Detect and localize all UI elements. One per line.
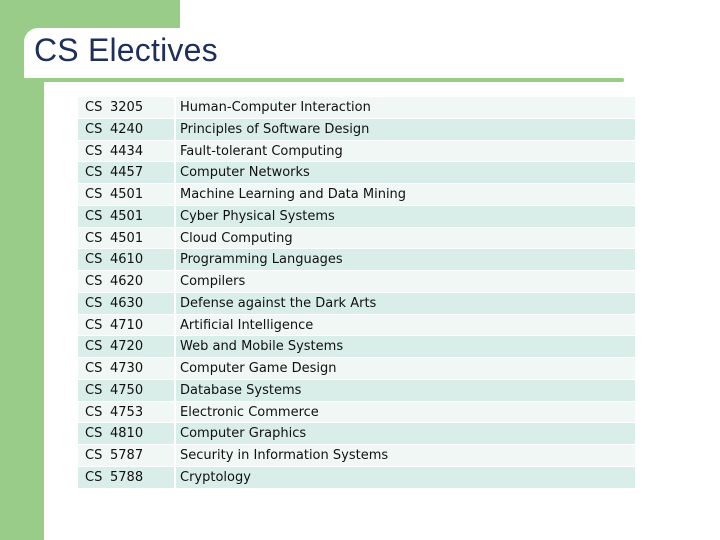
course-dept: CS — [78, 206, 106, 227]
course-number: 4610 — [106, 249, 174, 270]
table-row — [78, 336, 635, 358]
course-name: Computer Networks — [176, 162, 635, 183]
course-dept: CS — [78, 97, 106, 118]
table-row — [78, 228, 635, 250]
table-row — [78, 271, 635, 293]
course-name: Web and Mobile Systems — [176, 336, 635, 357]
course-name: Fault-tolerant Computing — [176, 141, 635, 162]
page-title: CS Electives — [34, 32, 218, 68]
table-row — [78, 293, 635, 315]
table-row — [78, 358, 635, 380]
course-name: Artificial Intelligence — [176, 315, 635, 336]
table-row — [78, 184, 635, 206]
course-number: 4810 — [106, 423, 174, 444]
title-underline — [24, 78, 624, 82]
course-number: 4501 — [106, 228, 174, 249]
course-number: 4434 — [106, 141, 174, 162]
course-name: Cyber Physical Systems — [176, 206, 635, 227]
course-number: 4240 — [106, 119, 174, 140]
course-name: Cryptology — [176, 467, 635, 488]
course-dept: CS — [78, 184, 106, 205]
course-number: 4730 — [106, 358, 174, 379]
table-row — [78, 467, 635, 489]
course-name: Programming Languages — [176, 249, 635, 270]
course-dept: CS — [78, 228, 106, 249]
table-row — [78, 380, 635, 402]
course-name: Human-Computer Interaction — [176, 97, 635, 118]
course-number: 4720 — [106, 336, 174, 357]
course-name: Database Systems — [176, 380, 635, 401]
table-row — [78, 119, 635, 141]
course-number: 5788 — [106, 467, 174, 488]
course-number: 4750 — [106, 380, 174, 401]
course-name: Defense against the Dark Arts — [176, 293, 635, 314]
course-name: Computer Game Design — [176, 358, 635, 379]
course-name: Security in Information Systems — [176, 445, 635, 466]
table-row — [78, 206, 635, 228]
course-dept: CS — [78, 445, 106, 466]
table-row — [78, 249, 635, 271]
course-dept: CS — [78, 358, 106, 379]
table-row — [78, 162, 635, 184]
course-name: Compilers — [176, 271, 635, 292]
course-dept: CS — [78, 162, 106, 183]
course-dept: CS — [78, 423, 106, 444]
course-number: 4501 — [106, 184, 174, 205]
course-number: 4630 — [106, 293, 174, 314]
course-number: 5787 — [106, 445, 174, 466]
course-number: 4501 — [106, 206, 174, 227]
course-number: 4620 — [106, 271, 174, 292]
course-number: 4753 — [106, 402, 174, 423]
table-row — [78, 97, 635, 119]
table-row — [78, 402, 635, 424]
course-dept: CS — [78, 119, 106, 140]
table-row — [78, 445, 635, 467]
course-dept: CS — [78, 380, 106, 401]
course-name: Computer Graphics — [176, 423, 635, 444]
course-dept: CS — [78, 467, 106, 488]
course-number: 4457 — [106, 162, 174, 183]
course-number: 4710 — [106, 315, 174, 336]
course-name: Cloud Computing — [176, 228, 635, 249]
course-name: Electronic Commerce — [176, 402, 635, 423]
course-dept: CS — [78, 293, 106, 314]
course-dept: CS — [78, 336, 106, 357]
table-row — [78, 141, 635, 163]
course-dept: CS — [78, 402, 106, 423]
course-dept: CS — [78, 271, 106, 292]
table-row — [78, 423, 635, 445]
course-number: 3205 — [106, 97, 174, 118]
course-name: Machine Learning and Data Mining — [176, 184, 635, 205]
course-dept: CS — [78, 141, 106, 162]
course-name: Principles of Software Design — [176, 119, 635, 140]
table-row — [78, 315, 635, 337]
course-dept: CS — [78, 249, 106, 270]
course-table — [78, 97, 635, 489]
course-dept: CS — [78, 315, 106, 336]
